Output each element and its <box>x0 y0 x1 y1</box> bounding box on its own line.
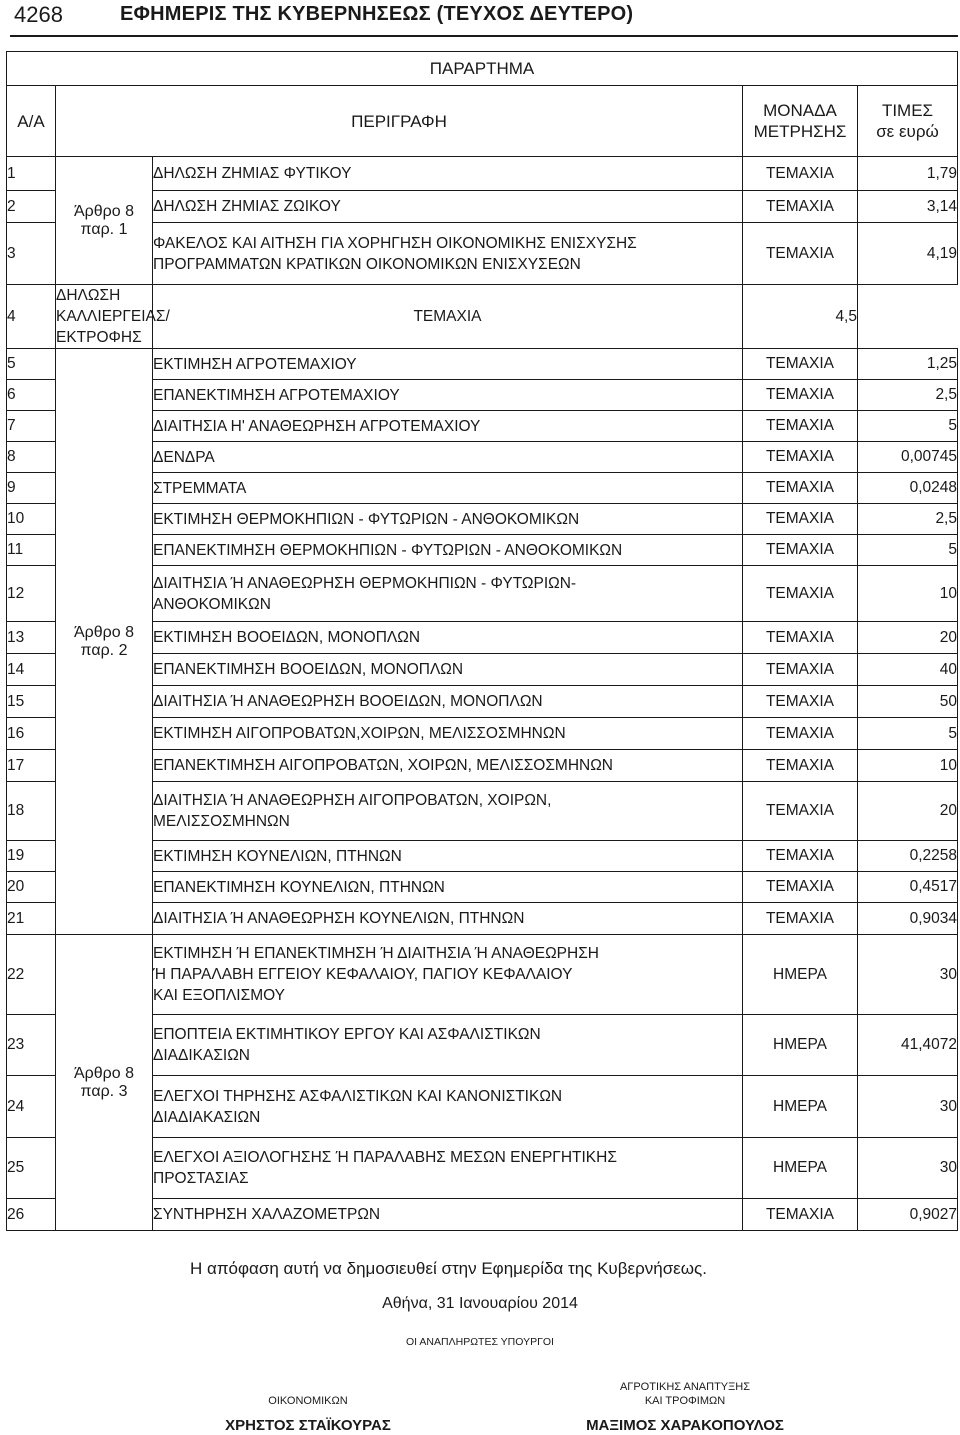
table-row <box>7 157 958 191</box>
minister-agriculture-role-line2: ΚΑΙ ΤΡΟΦΙΜΩΝ <box>644 1395 726 1407</box>
row-price: 5 <box>858 535 958 566</box>
row-number: 12 <box>7 566 56 622</box>
row-description <box>153 223 743 285</box>
row-description <box>153 718 743 750</box>
row-number: 1 <box>7 157 56 191</box>
row-price: 20 <box>858 622 958 654</box>
row-description <box>153 1138 743 1199</box>
annex-title: ΠΑΡΑΡΤΗΜΑ <box>7 52 958 86</box>
row-description-line: ΑΝΘΟΚΟΜΙΚΩΝ <box>153 595 271 613</box>
row-description-line: ΕΠΑΝΕΚΤΙΜΗΣΗ ΚΟΥΝΕΛΙΩΝ, ΠΤΗΝΩΝ <box>153 878 445 896</box>
row-description <box>153 1076 743 1138</box>
row-unit: ΤΕΜΑΧΙΑ <box>743 566 858 622</box>
row-number: 9 <box>7 473 56 504</box>
row-number: 10 <box>7 504 56 535</box>
row-unit: ΤΕΜΑΧΙΑ <box>743 504 858 535</box>
row-number: 20 <box>7 872 56 903</box>
row-number: 25 <box>7 1138 56 1199</box>
row-description-line: ΕΚΤΙΜΗΣΗ ΘΕΡΜΟΚΗΠΙΩΝ - ΦΥΤΩΡΙΩΝ - ΑΝΘΟΚΟΜΙΚΩΝ <box>153 510 580 528</box>
row-description-line: ΕΠΑΝΕΚΤΙΜΗΣΗ ΒΟΟΕΙΔΩΝ, ΜΟΝΟΠΛΩΝ <box>153 661 464 678</box>
row-number: 3 <box>7 223 56 285</box>
row-number: 18 <box>7 782 56 841</box>
article-reference-line2: παρ. 3 <box>80 1082 128 1100</box>
row-price: 2,5 <box>858 380 958 411</box>
row-number: 2 <box>7 191 56 223</box>
article-reference-line1: Άρθρο 8 <box>73 202 135 220</box>
row-number: 5 <box>7 349 56 380</box>
row-description-line: ΔΗΛΩΣΗ ΖΗΜΙΑΣ ΖΩΙΚΟΥ <box>153 198 341 215</box>
minister-finance-name: ΧΡΗΣΤΟΣ ΣΤΑΪΚΟΥΡΑΣ <box>225 1417 391 1434</box>
row-description <box>153 1199 743 1231</box>
row-unit: ΤΕΜΑΧΙΑ <box>743 411 858 442</box>
table-row <box>7 285 958 349</box>
row-number: 15 <box>7 686 56 718</box>
row-unit: ΤΕΜΑΧΙΑ <box>743 718 858 750</box>
page-number: 4268 <box>14 2 63 27</box>
column-header-price-line2: σε ευρώ <box>876 122 939 141</box>
row-unit: ΤΕΜΑΧΙΑ <box>743 903 858 935</box>
row-number: 22 <box>7 935 56 1015</box>
row-price: 5 <box>858 718 958 750</box>
row-description <box>153 841 743 872</box>
row-description <box>153 686 743 718</box>
row-unit: ΗΜΕΡΑ <box>743 1138 858 1199</box>
row-description <box>153 903 743 935</box>
column-header-row <box>7 86 958 157</box>
row-description-line: ΔΗΛΩΣΗ ΚΑΛΛΙΕΡΓΕΙΑΣ/ΕΚΤΡΟΦΗΣ <box>56 287 170 346</box>
ministers-heading: ΟΙ ΑΝΑΠΛΗΡΩΤΕΣ ΥΠΟΥΡΓΟΙ <box>406 1336 554 1348</box>
column-header-price <box>858 86 958 157</box>
row-description-line: ΕΠΑΝΕΚΤΙΜΗΣΗ ΑΓΡΟΤΕΜΑΧΙΟΥ <box>153 386 400 404</box>
row-description-line: ΔΙΑΙΤΗΣΙΑ Ή ΑΝΑΘΕΩΡΗΣΗ ΒΟΟΕΙΔΩΝ, ΜΟΝΟΠΛΩΝ <box>153 693 543 710</box>
row-number: 17 <box>7 750 56 782</box>
row-description-line: ΔΗΛΩΣΗ ΖΗΜΙΑΣ ΦΥΤΙΚΟΥ <box>153 165 352 182</box>
row-unit: ΤΕΜΑΧΙΑ <box>743 622 858 654</box>
row-number: 16 <box>7 718 56 750</box>
article-reference-line2: παρ. 1 <box>80 220 128 238</box>
row-description <box>153 442 743 473</box>
row-unit: ΤΕΜΑΧΙΑ <box>743 157 858 191</box>
place-date: Αθήνα, 31 Ιανουαρίου 2014 <box>382 1295 578 1312</box>
row-description-line: ΕΛΕΓΧΟΙ ΤΗΡΗΣΗΣ ΑΣΦΑΛΙΣΤΙΚΩΝ ΚΑΙ ΚΑΝΟΝΙΣΤΙΚΩΝ <box>153 1087 563 1105</box>
row-unit: ΤΕΜΑΧΙΑ <box>743 1199 858 1231</box>
row-description-line: ΔΙΑΙΤΗΣΙΑ Ή ΑΝΑΘΕΩΡΗΣΗ ΘΕΡΜΟΚΗΠΙΩΝ - ΦΥΤΩΡΙΩΝ- <box>153 574 577 592</box>
row-unit: ΗΜΕΡΑ <box>743 935 858 1015</box>
row-description <box>153 654 743 686</box>
row-price: 4,5 <box>743 285 858 349</box>
annex-table <box>6 51 958 1231</box>
row-description <box>56 285 170 349</box>
row-number: 11 <box>7 535 56 566</box>
row-description-line: ΜΕΛΙΣΣΟΣΜΗΝΩΝ <box>153 813 290 830</box>
row-unit: ΤΕΜΑΧΙΑ <box>743 442 858 473</box>
row-description-line: ΕΚΤΙΜΗΣΗ Ή ΕΠΑΝΕΚΤΙΜΗΣΗ Ή ΔΙΑΙΤΗΣΙΑ Ή ΑΝΑΘΕΩΡΗΣΗ <box>153 945 599 962</box>
row-description <box>153 411 743 442</box>
row-price: 3,14 <box>858 191 958 223</box>
row-number: 7 <box>7 411 56 442</box>
row-price: 50 <box>858 686 958 718</box>
row-description <box>153 349 743 380</box>
row-price: 0,0248 <box>858 473 958 504</box>
article-reference <box>56 349 153 935</box>
row-description-line: Ή ΠΑΡΑΛΑΒΗ ΕΓΓΕΙΟΥ ΚΕΦΑΛΑΙΟΥ, ΠΑΓΙΟΥ ΚΕΦΑΛΑΙΟΥ <box>153 966 573 983</box>
row-description <box>153 750 743 782</box>
minister-finance-role: ΟΙΚΟΝΟΜΙΚΩΝ <box>268 1395 348 1407</box>
row-description-line: ΔΙΑΔΙΚΑΣΙΩΝ <box>153 1047 251 1064</box>
column-header-unit <box>743 86 858 157</box>
row-unit: ΤΕΜΑΧΙΑ <box>743 191 858 223</box>
row-price: 0,00745 <box>858 442 958 473</box>
article-reference-line1: Άρθρο 8 <box>73 623 135 641</box>
row-price: 0,9027 <box>858 1199 958 1231</box>
row-description-line: ΔΙΑΙΤΗΣΙΑ Ή ΑΝΑΘΕΩΡΗΣΗ ΑΙΓΟΠΡΟΒΑΤΩΝ, ΧΟΙΡΩΝ, <box>153 792 552 809</box>
row-description-line: ΠΡΟΓΡΑΜΜΑΤΩΝ ΚΡΑΤΙΚΩΝ ΟΙΚΟΝΟΜΙΚΩΝ ΕΝΙΣΧΥΣΕΩΝ <box>153 255 581 273</box>
column-header-description: ΠΕΡΙΓΡΑΦΗ <box>56 86 743 157</box>
row-description <box>153 504 743 535</box>
row-description-line: ΕΚΤΙΜΗΣΗ ΑΙΓΟΠΡΟΒΑΤΩΝ,ΧΟΙΡΩΝ, ΜΕΛΙΣΣΟΣΜΗΝΩΝ <box>153 725 566 742</box>
row-price: 4,19 <box>858 223 958 285</box>
row-price: 30 <box>858 935 958 1015</box>
column-header-unit-line1: ΜΟΝΑΔΑ <box>763 101 837 120</box>
annex-table-body <box>7 52 958 1231</box>
row-unit: ΤΕΜΑΧΙΑ <box>743 750 858 782</box>
row-unit: ΤΕΜΑΧΙΑ <box>743 686 858 718</box>
article-reference-line1: Άρθρο 8 <box>73 1064 135 1082</box>
row-price: 2,5 <box>858 504 958 535</box>
row-description-line: ΕΚΤΙΜΗΣΗ ΑΓΡΟΤΕΜΑΧΙΟΥ <box>153 355 357 373</box>
gazette-title: ΕΦΗΜΕΡΙΣ ΤΗΣ ΚΥΒΕΡΝΗΣΕΩΣ (ΤΕΥΧΟΣ ΔΕΥΤΕΡΟ) <box>120 3 634 25</box>
row-price: 10 <box>858 750 958 782</box>
row-number: 19 <box>7 841 56 872</box>
row-price: 30 <box>858 1138 958 1199</box>
row-description-line: ΕΛΕΓΧΟΙ ΑΞΙΟΛΟΓΗΣΗΣ Ή ΠΑΡΑΛΑΒΗΣ ΜΕΣΩΝ ΕΝΕΡΓΗΤΙΚΗΣ <box>153 1149 617 1166</box>
row-price: 20 <box>858 782 958 841</box>
row-description <box>153 622 743 654</box>
row-description-line: ΕΚΤΙΜΗΣΗ ΚΟΥΝΕΛΙΩΝ, ΠΤΗΝΩΝ <box>153 847 402 865</box>
article-reference <box>56 157 153 285</box>
row-unit: ΤΕΜΑΧΙΑ <box>743 782 858 841</box>
row-number: 14 <box>7 654 56 686</box>
table-row <box>7 935 958 1015</box>
row-unit: ΤΕΜΑΧΙΑ <box>743 872 858 903</box>
minister-agriculture-role-line1: ΑΓΡΟΤΙΚΗΣ ΑΝΑΠΤΥΞΗΣ <box>619 1381 751 1393</box>
row-description <box>153 566 743 622</box>
minister-agriculture <box>560 1380 810 1435</box>
table-row <box>7 349 958 380</box>
row-price: 30 <box>858 1076 958 1138</box>
row-number: 23 <box>7 1015 56 1076</box>
annex-title-row <box>7 52 958 86</box>
row-description-line: ΚΑΙ ΕΞΟΠΛΙΣΜΟΥ <box>153 987 285 1004</box>
row-description-line: ΔΙΑΙΤΗΣΙΑ Ή ΑΝΑΘΕΩΡΗΣΗ ΚΟΥΝΕΛΙΩΝ, ΠΤΗΝΩΝ <box>153 910 525 927</box>
row-description-line: ΦΑΚΕΛΟΣ ΚΑΙ ΑΙΤΗΣΗ ΓΙΑ ΧΟΡΗΓΗΣΗ ΟΙΚΟΝΟΜΙΚΗΣ ΕΝΙΣΧΥΣΗΣ <box>153 234 637 252</box>
row-description <box>153 473 743 504</box>
row-price: 1,25 <box>858 349 958 380</box>
row-description <box>153 872 743 903</box>
row-unit: ΤΕΜΑΧΙΑ <box>743 841 858 872</box>
gazette-header <box>0 0 960 38</box>
row-description <box>153 535 743 566</box>
column-header-unit-line2: ΜΕΤΡΗΣΗΣ <box>753 122 847 141</box>
row-number: 4 <box>7 285 56 349</box>
row-price: 0,4517 <box>858 872 958 903</box>
row-unit: ΤΕΜΑΧΙΑ <box>743 473 858 504</box>
row-price: 10 <box>858 566 958 622</box>
row-description-line: ΔΙΑΔΙΑΚΑΣΙΩΝ <box>153 1108 261 1126</box>
row-number: 6 <box>7 380 56 411</box>
row-price: 41,4072 <box>858 1015 958 1076</box>
minister-agriculture-name: ΜΑΞΙΜΟΣ ΧΑΡΑΚΟΠΟΥΛΟΣ <box>586 1417 784 1434</box>
row-description <box>153 935 743 1015</box>
row-description <box>153 1015 743 1076</box>
row-description <box>153 191 743 223</box>
row-description <box>153 157 743 191</box>
row-unit: ΤΕΜΑΧΙΑ <box>153 285 743 349</box>
row-price: 0,2258 <box>858 841 958 872</box>
row-description-line: ΕΠΟΠΤΕΙΑ ΕΚΤΙΜΗΤΙΚΟΥ ΕΡΓΟΥ ΚΑΙ ΑΣΦΑΛΙΣΤΙΚΩΝ <box>153 1026 541 1043</box>
row-description-line: ΔΙΑΙΤΗΣΙΑ Η' ΑΝΑΘΕΩΡΗΣΗ ΑΓΡΟΤΕΜΑΧΙΟΥ <box>153 417 481 435</box>
row-description-line: ΣΥΝΤΗΡΗΣΗ ΧΑΛΑΖΟΜΕΤΡΩΝ <box>153 1206 381 1223</box>
row-description-line: ΔΕΝΔΡΑ <box>153 448 215 466</box>
column-header-price-line1: ΤΙΜΕΣ <box>881 101 934 120</box>
article-reference-line2: παρ. 2 <box>80 641 128 659</box>
row-number: 21 <box>7 903 56 935</box>
row-unit: ΤΕΜΑΧΙΑ <box>743 380 858 411</box>
row-description-line: ΕΠΑΝΕΚΤΙΜΗΣΗ ΘΕΡΜΟΚΗΠΙΩΝ - ΦΥΤΩΡΙΩΝ - ΑΝΘΟΚΟΜΙΚΩΝ <box>153 541 623 559</box>
row-unit: ΤΕΜΑΧΙΑ <box>743 223 858 285</box>
row-price: 5 <box>858 411 958 442</box>
row-description <box>153 380 743 411</box>
row-description-line: ΠΡΟΣΤΑΣΙΑΣ <box>153 1170 249 1187</box>
row-unit: ΤΕΜΑΧΙΑ <box>743 654 858 686</box>
row-unit: ΤΕΜΑΧΙΑ <box>743 349 858 380</box>
row-description-line: ΕΠΑΝΕΚΤΙΜΗΣΗ ΑΙΓΟΠΡΟΒΑΤΩΝ, ΧΟΙΡΩΝ, ΜΕΛΙΣΣΟΣΜΗΝΩΝ <box>153 757 614 774</box>
article-reference <box>56 935 153 1231</box>
row-number: 24 <box>7 1076 56 1138</box>
publication-note: Η απόφαση αυτή να δημοσιευθεί στην Εφημερίδα της Κυβερνήσεως. <box>190 1259 707 1278</box>
column-header-aa: Α/Α <box>7 86 56 157</box>
row-number: 13 <box>7 622 56 654</box>
row-description <box>153 782 743 841</box>
row-price: 1,79 <box>858 157 958 191</box>
row-unit: ΗΜΕΡΑ <box>743 1015 858 1076</box>
row-description-line: ΕΚΤΙΜΗΣΗ ΒΟΟΕΙΔΩΝ, ΜΟΝΟΠΛΩΝ <box>153 629 421 646</box>
row-number: 26 <box>7 1199 56 1231</box>
row-price: 40 <box>858 654 958 686</box>
row-number: 8 <box>7 442 56 473</box>
header-rule <box>10 35 958 37</box>
minister-finance <box>198 1380 418 1435</box>
row-price: 0,9034 <box>858 903 958 935</box>
row-unit: ΤΕΜΑΧΙΑ <box>743 535 858 566</box>
row-unit: ΗΜΕΡΑ <box>743 1076 858 1138</box>
row-description-line: ΣΤΡΕΜΜΑΤΑ <box>153 479 247 497</box>
